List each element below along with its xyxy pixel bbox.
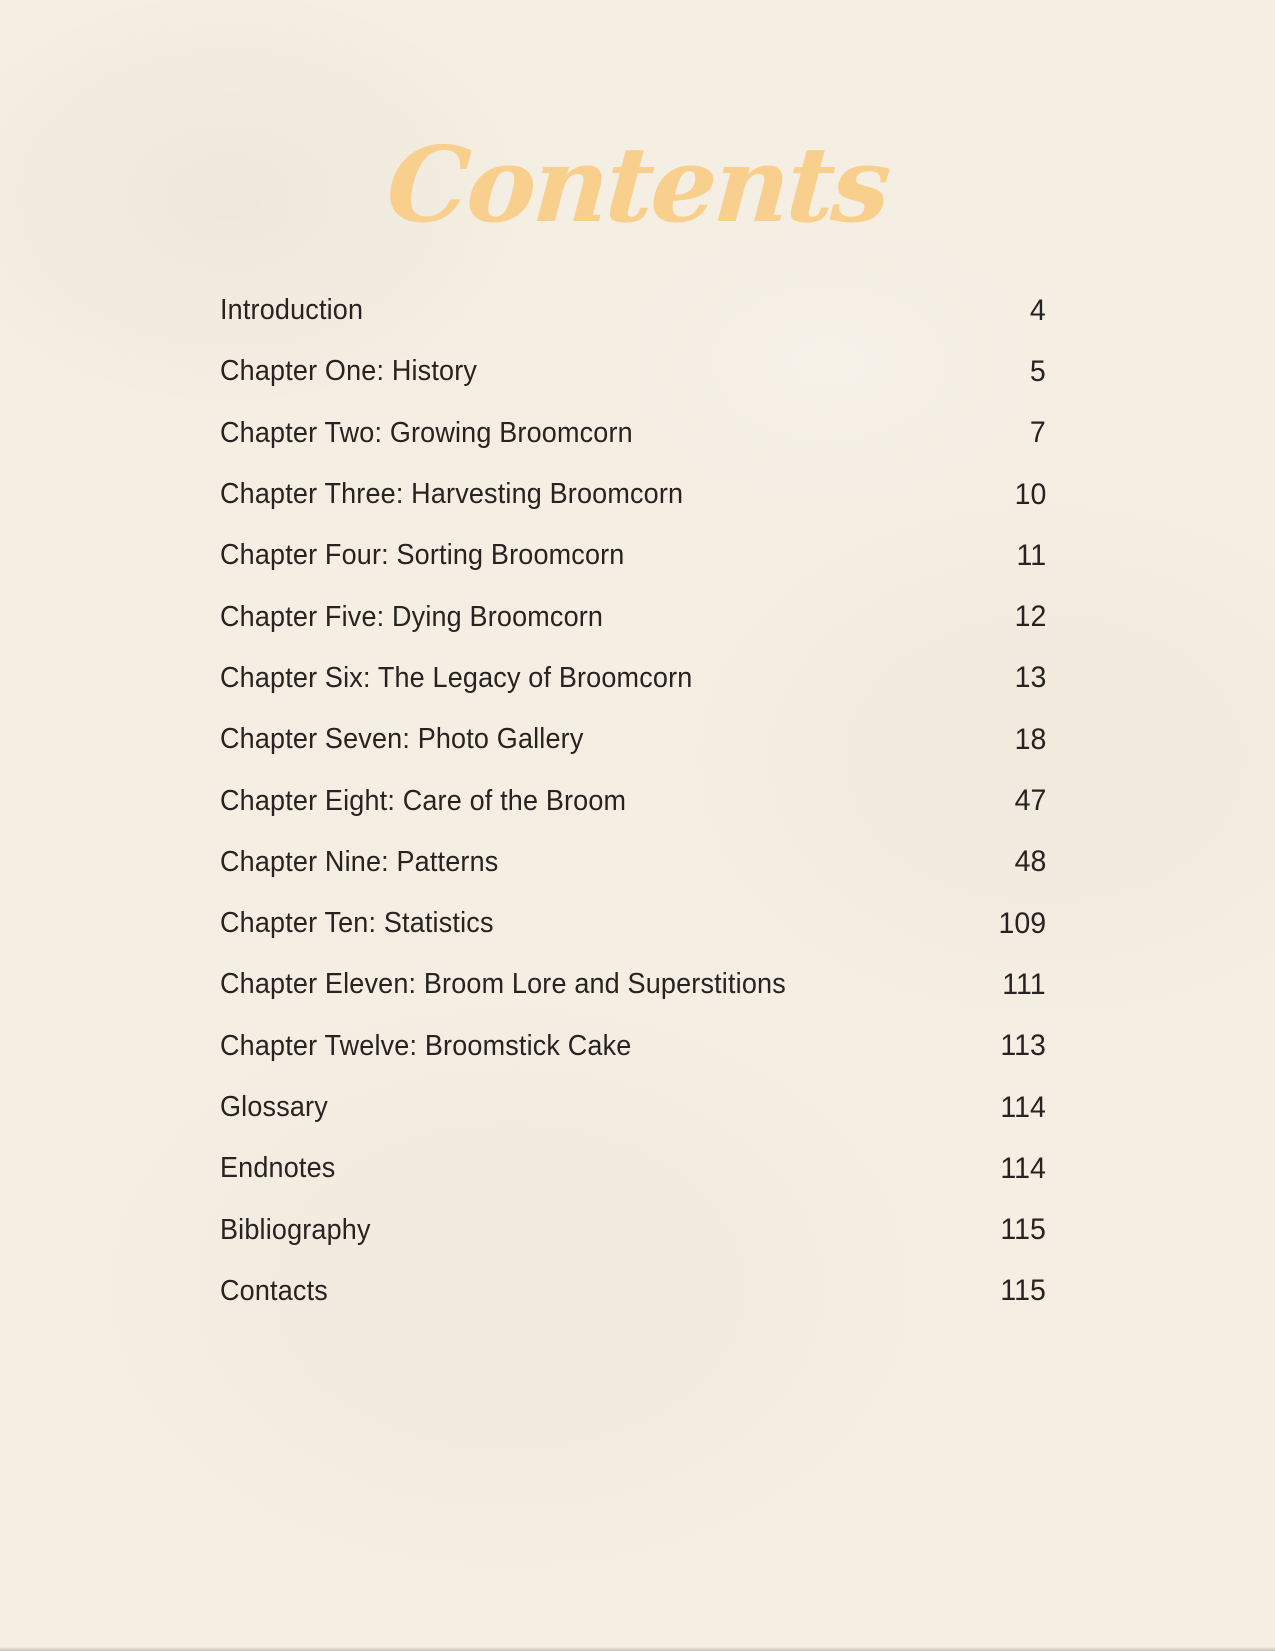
toc-entry-label: Chapter Eight: Care of the Broom [220, 784, 627, 817]
toc-entry [220, 709, 1046, 770]
toc-entry-page-number: 115 [1000, 1274, 1046, 1308]
toc-entry [220, 954, 1046, 1015]
toc-entry-label: Chapter Six: The Legacy of Broomcorn [220, 661, 693, 694]
toc-entry [220, 341, 1046, 402]
toc-entry [220, 525, 1046, 586]
toc-entry [220, 770, 1046, 831]
toc-entry-label: Chapter Seven: Photo Gallery [220, 723, 584, 756]
toc-entry-label: Chapter Five: Dying Broomcorn [220, 600, 604, 633]
toc-entry-page-number: 18 [1014, 722, 1046, 756]
toc-entry-label: Chapter Two: Growing Broomcorn [220, 416, 633, 449]
toc-entry-label: Chapter Nine: Patterns [220, 845, 499, 878]
toc-entry-page-number: 115 [1000, 1213, 1046, 1247]
toc-entry [220, 1138, 1046, 1199]
toc-entry-label: Chapter Four: Sorting Broomcorn [220, 539, 625, 572]
table-of-contents [220, 280, 1046, 1322]
toc-entry [220, 464, 1046, 525]
toc-entry [220, 648, 1046, 709]
toc-entry-label: Chapter Eleven: Broom Lore and Superstitions [220, 968, 786, 1001]
toc-entry-page-number: 109 [998, 906, 1046, 940]
toc-entry-label: Glossary [220, 1091, 328, 1123]
toc-entry [220, 1199, 1046, 1260]
toc-entry-page-number: 13 [1014, 661, 1046, 695]
toc-entry-page-number: 7 [1030, 416, 1046, 450]
toc-entry-label: Introduction [220, 294, 364, 327]
toc-entry [220, 280, 1046, 341]
toc-entry-page-number: 11 [1016, 538, 1046, 572]
toc-entry-label: Endnotes [220, 1152, 336, 1185]
toc-entry-page-number: 10 [1014, 477, 1046, 511]
toc-entry-label: Chapter Twelve: Broomstick Cake [220, 1029, 632, 1062]
toc-entry-page-number: 12 [1014, 600, 1046, 634]
toc-entry-page-number: 114 [1000, 1090, 1046, 1124]
toc-entry-page-number: 114 [1000, 1151, 1046, 1185]
toc-entry [220, 832, 1046, 893]
toc-entry-page-number: 5 [1030, 354, 1046, 388]
toc-entry [220, 586, 1046, 647]
toc-entry [220, 1261, 1046, 1322]
toc-entry-label: Bibliography [220, 1213, 371, 1246]
toc-entry-label: Chapter Ten: Statistics [220, 907, 494, 940]
toc-entry-page-number: 113 [1000, 1029, 1046, 1063]
page-bottom-edge [0, 1647, 1275, 1651]
toc-entry [220, 403, 1046, 464]
toc-entry-page-number: 48 [1014, 845, 1046, 879]
toc-entry-page-number: 4 [1030, 293, 1046, 327]
toc-entry-label: Contacts [220, 1274, 328, 1307]
toc-entry-page-number: 47 [1014, 784, 1046, 818]
toc-entry [220, 1077, 1046, 1138]
toc-entry-page-number: 111 [1002, 967, 1046, 1001]
page-title: Contents [383, 123, 892, 246]
toc-entry-label: Chapter Three: Harvesting Broomcorn [220, 478, 684, 511]
toc-entry [220, 893, 1046, 954]
toc-entry [220, 1016, 1046, 1077]
toc-entry-label: Chapter One: History [220, 355, 478, 388]
